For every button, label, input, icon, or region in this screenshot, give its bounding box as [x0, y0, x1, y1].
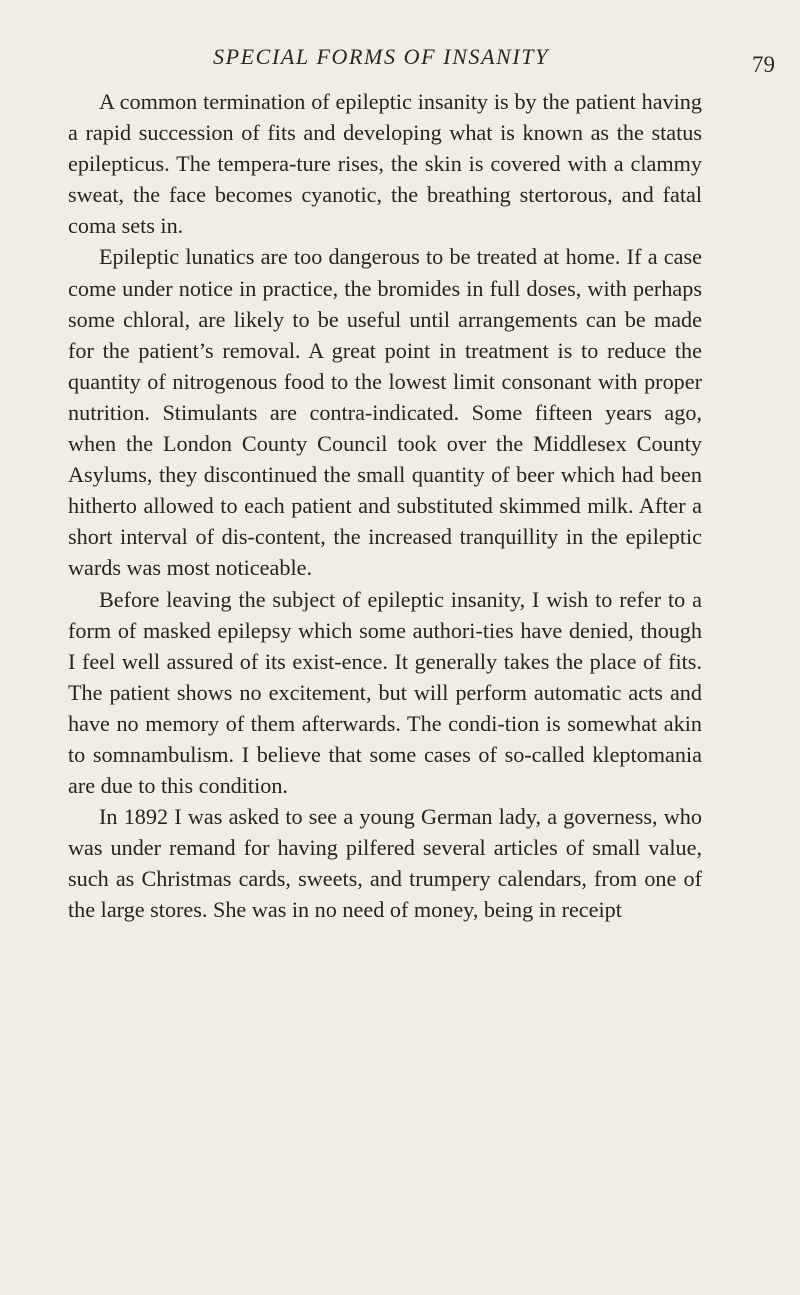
paragraph-treatment: Epileptic lunatics are too dangerous to be treated at home. If a case come under notice in practice, the bromides in full doses, with perhaps some chloral, are likely to be useful until arrangements can be made for the patient’s removal. A great point in treatment is to reduce the quantity of nitrogenous food to the lowest limit consonant with proper nutrition. Stimulants are contra-indicated. Some fifteen years ago, when the London County Council took over the Middlesex County Asylums, they discontinued the small quantity of beer which had been hitherto allowed to each patient and substituted skimmed milk. After a short interval of dis-content, the increased tranquillity in the epileptic wards was most noticeable. [68, 244, 702, 581]
paragraph-status-epilepticus: A common termination of epileptic insanity is by the patient having a rapid succession of fits and developing what is known as the status epilepticus. The tempera-ture rises, the skin is covered with a clammy sweat, the face becomes cyanotic, the breathing stertorous, and fatal coma sets in. [68, 89, 702, 239]
paragraph-case-1892: In 1892 I was asked to see a young German lady, a governess, who was under remand for having pilfered several articles of small value, such as Christmas cards, sweets, and trumpery calendars, from one of the large stores. She was in no need of money, being in receipt [68, 804, 702, 923]
page-number: 79 [752, 52, 775, 77]
running-head: SPECIAL FORMS OF INSANITY [213, 44, 549, 69]
paragraph-masked-epilepsy: Before leaving the subject of epileptic insanity, I wish to refer to a form of masked epilepsy which some authori-ties have denied, though I feel well assured of its exist-ence. It generally takes the place of fits. The patient shows no excitement, but will perform automatic acts and have no memory of them afterwards. The condi-tion is somewhat akin to somnambulism. I believe that some cases of so-called kleptomania are due to this condition. [68, 586, 702, 799]
body-text [68, 86, 702, 926]
